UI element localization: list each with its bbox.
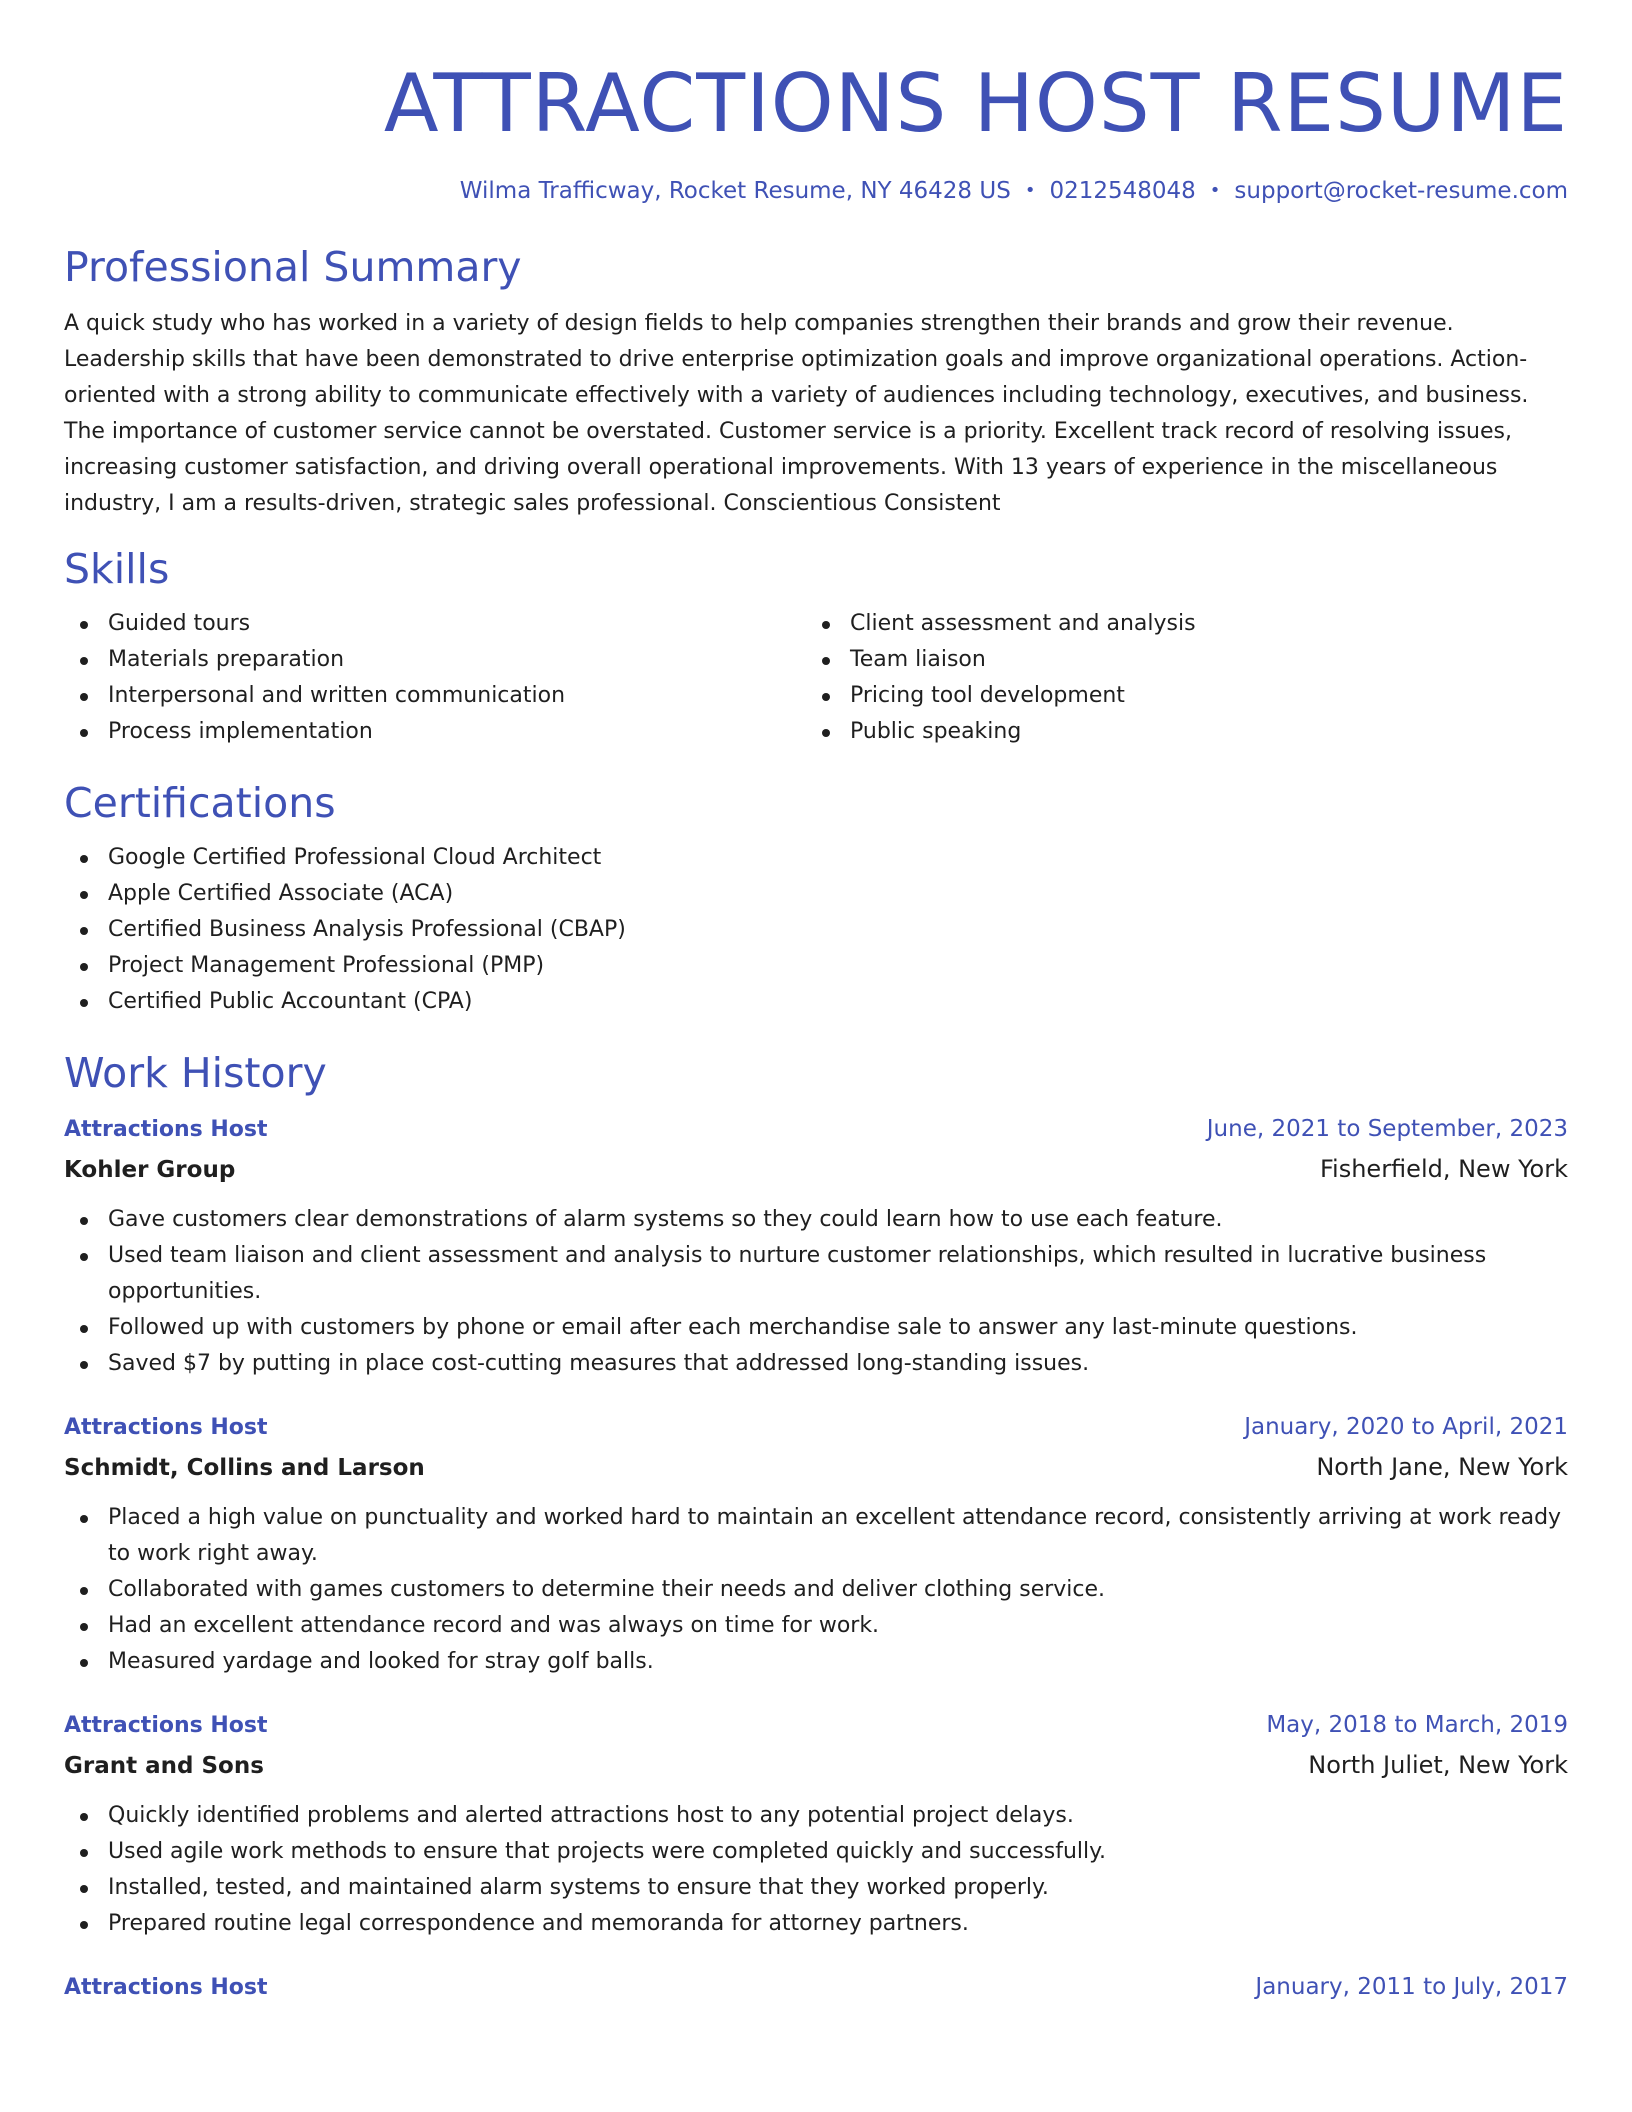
job-header-row xyxy=(64,1110,1568,1149)
skill-item: Client assessment and analysis xyxy=(806,606,1548,642)
skills-list xyxy=(64,606,1568,750)
job-location: North Juliet, New York xyxy=(1308,1751,1568,1779)
job-header-row xyxy=(64,1408,1568,1447)
summary-text: A quick study who has worked in a variety of design fields to help companies strengthen their brands and grow their revenue. Leadership skills that have been demonstrated to drive enterprise optimization goals and improve organizational operations. Action-oriented with a strong ability to communicate effectively with a variety of audiences including technology, executives, and business. The importance of customer service cannot be overstated. Customer service is a priority. Excellent track record of resolving issues, increasing customer satisfaction, and driving overall operational improvements. With 13 years of experience in the miscellaneous industry, I am a results-driven, strategic sales professional. Conscientious Consistent xyxy=(64,311,1529,516)
certification-item: Project Management Professional (PMP) xyxy=(64,948,1568,984)
certification-item: Apple Certified Associate (ACA) xyxy=(64,876,1568,912)
job-duty: Quickly identified problems and alerted attractions host to any potential project delays. xyxy=(64,1798,1568,1834)
resume-title: ATTRACTIONS HOST RESUME xyxy=(383,57,1568,150)
job-header-row xyxy=(64,1968,1568,2007)
certifications-list xyxy=(64,840,1568,1020)
job-title: Attractions Host xyxy=(64,1415,268,1440)
skills-column-right xyxy=(806,606,1548,750)
job-dates: May, 2018 to March, 2019 xyxy=(1266,1712,1568,1738)
job-duty: Prepared routine legal correspondence and memoranda for attorney partners. xyxy=(64,1906,1568,1942)
job-title: Attractions Host xyxy=(64,1117,268,1142)
job-entry xyxy=(64,1706,1568,1942)
job-location: Fisherfield, New York xyxy=(1319,1155,1568,1183)
summary-heading: Professional Summary xyxy=(64,243,522,291)
job-company: Kohler Group xyxy=(64,1157,236,1183)
job-dates: January, 2020 to April, 2021 xyxy=(1244,1414,1568,1440)
job-header-row xyxy=(64,1706,1568,1745)
job-company: Grant and Sons xyxy=(64,1753,264,1779)
skill-item: Guided tours xyxy=(64,606,806,642)
skill-item: Team liaison xyxy=(806,642,1548,678)
job-dates: June, 2021 to September, 2023 xyxy=(1206,1116,1568,1142)
skill-item: Process implementation xyxy=(64,714,806,750)
skill-item: Materials preparation xyxy=(64,642,806,678)
job-company-row xyxy=(64,1745,1568,1786)
job-duty: Placed a high value on punctuality and worked hard to maintain an excellent attendance record, consistently arriving at work ready to work right away. xyxy=(64,1500,1568,1572)
job-location: North Jane, New York xyxy=(1316,1453,1568,1481)
job-duty: Gave customers clear demonstrations of alarm systems so they could learn how to use each feature. xyxy=(64,1202,1568,1238)
certification-item: Certified Business Analysis Professional (CBAP) xyxy=(64,912,1568,948)
job-duty: Saved $7 by putting in place cost-cutting measures that addressed long-standing issues. xyxy=(64,1346,1568,1382)
job-entry xyxy=(64,1110,1568,1382)
contact-address: Wilma Trafficway, Rocket Resume, NY 46428 US xyxy=(459,178,1011,204)
job-duty: Had an excellent attendance record and was always on time for work. xyxy=(64,1608,1568,1644)
contact-phone: 0212548048 xyxy=(1049,178,1196,204)
job-title: Attractions Host xyxy=(64,1713,268,1738)
job-duty: Used team liaison and client assessment and analysis to nurture customer relationships, which resulted in lucrative business opportunities. xyxy=(64,1238,1568,1310)
certification-item: Certified Public Accountant (CPA) xyxy=(64,984,1568,1020)
job-duties xyxy=(64,1500,1568,1680)
certifications-heading: Certifications xyxy=(64,779,336,827)
job-company-row xyxy=(64,1447,1568,1488)
job-entry xyxy=(64,1408,1568,1680)
job-duty: Installed, tested, and maintained alarm systems to ensure that they worked properly. xyxy=(64,1870,1568,1906)
contact-email[interactable]: support@rocket-resume.com xyxy=(1234,178,1568,204)
job-company-row xyxy=(64,1149,1568,1190)
certification-item: Google Certified Professional Cloud Architect xyxy=(64,840,1568,876)
skills-column-left xyxy=(64,606,806,750)
job-company: Schmidt, Collins and Larson xyxy=(64,1455,425,1481)
skill-item: Interpersonal and written communication xyxy=(64,678,806,714)
job-duty: Used agile work methods to ensure that projects were completed quickly and successfully. xyxy=(64,1834,1568,1870)
contact-separator: • xyxy=(1024,180,1036,201)
job-entry xyxy=(64,1968,1568,2007)
job-dates: January, 2011 to July, 2017 xyxy=(1255,1974,1568,2000)
job-title: Attractions Host xyxy=(64,1975,268,2000)
job-duties xyxy=(64,1798,1568,1942)
job-duties xyxy=(64,1202,1568,1382)
skill-item: Public speaking xyxy=(806,714,1548,750)
job-duty: Measured yardage and looked for stray golf balls. xyxy=(64,1644,1568,1680)
skills-heading: Skills xyxy=(64,545,170,593)
resume-page xyxy=(64,0,1568,2007)
job-duty: Collaborated with games customers to determine their needs and deliver clothing service. xyxy=(64,1572,1568,1608)
contact-line xyxy=(64,176,1568,206)
work-history-heading: Work History xyxy=(64,1049,327,1097)
skill-item: Pricing tool development xyxy=(806,678,1548,714)
contact-separator: • xyxy=(1209,180,1221,201)
job-duty: Followed up with customers by phone or email after each merchandise sale to answer any last-minute questions. xyxy=(64,1310,1568,1346)
